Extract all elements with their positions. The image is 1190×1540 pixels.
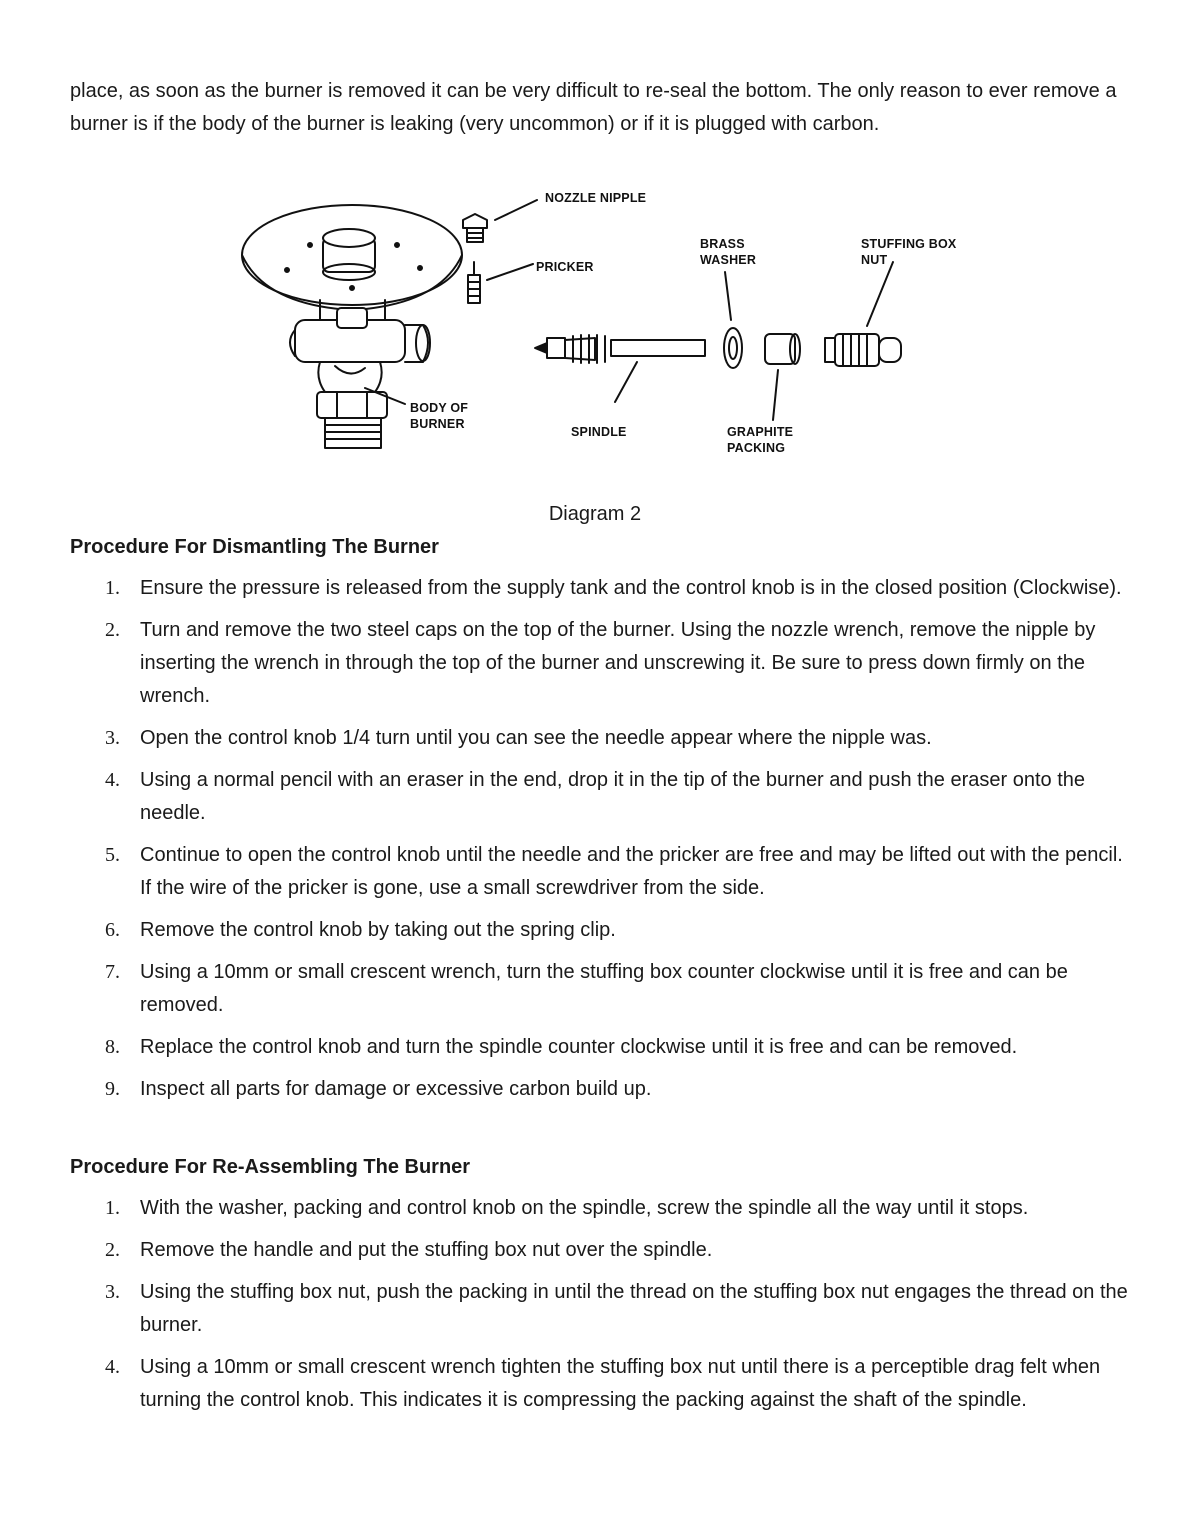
step-number: 3. <box>105 727 120 749</box>
list-item <box>0 839 1190 905</box>
list-item <box>0 1073 1190 1106</box>
list-item <box>0 1351 1190 1417</box>
reassembling-heading: Procedure For Re-Assembling The Burner <box>70 1156 471 1178</box>
diagram-caption: Diagram 2 <box>548 503 642 525</box>
step-text: Using the stuffing box nut, push the packing in until the thread on the stuffing box nut engages the thread on the burner. <box>140 1281 1128 1336</box>
label-spindle: SPINDLE <box>571 425 627 439</box>
list-item <box>0 1234 1190 1267</box>
step-number: 4. <box>105 769 120 791</box>
step-text: Continue to open the control knob until the needle and the pricker are free and may be lifted out with the pencil. If the wire of the pricker is gone, use a small screwdriver from the side. <box>140 844 1123 899</box>
list-item <box>0 1031 1190 1064</box>
step-number: 9. <box>105 1078 120 1100</box>
step-number: 7. <box>105 961 120 983</box>
list-item <box>0 722 1190 755</box>
label-body-of-burner-line1: BODY OF <box>410 401 469 415</box>
step-text: Remove the handle and put the stuffing box nut over the spindle. <box>140 1239 713 1261</box>
label-brass-washer-line1: BRASS <box>700 237 745 251</box>
label-pricker: PRICKER <box>536 260 594 274</box>
step-number: 8. <box>105 1036 120 1058</box>
step-text: Remove the control knob by taking out the spring clip. <box>140 919 616 941</box>
step-text: Open the control knob 1/4 turn until you can see the needle appear where the nipple was. <box>140 727 932 749</box>
step-number: 2. <box>105 619 120 641</box>
burner-exploded-diagram <box>225 180 965 465</box>
spindle-drawing <box>535 335 705 402</box>
brass-washer-drawing <box>724 272 742 368</box>
step-number: 3. <box>105 1281 120 1303</box>
label-stuffing-box-nut-line1: STUFFING BOX <box>861 237 957 251</box>
list-item <box>0 914 1190 947</box>
list-item <box>0 614 1190 713</box>
graphite-packing-drawing <box>765 334 800 420</box>
nozzle-nipple-drawing <box>463 200 537 242</box>
step-number: 6. <box>105 919 120 941</box>
label-nozzle-nipple: NOZZLE NIPPLE <box>545 191 647 205</box>
label-brass-washer-line2: WASHER <box>700 253 757 267</box>
list-item <box>0 956 1190 1022</box>
label-graphite-packing-line1: GRAPHITE <box>727 425 794 439</box>
step-text: Using a 10mm or small crescent wrench tighten the stuffing box nut until there is a perceptible drag felt when turning the control knob. This indicates it is compressing the packing against the shaft of the spindle. <box>140 1356 1101 1411</box>
list-item <box>0 572 1190 605</box>
step-text: With the washer, packing and control knob on the spindle, screw the spindle all the way until it stops. <box>140 1197 1029 1219</box>
pricker-drawing <box>468 262 533 303</box>
list-item <box>0 1276 1190 1342</box>
intro-paragraph: place, as soon as the burner is removed it can be very difficult to re-seal the bottom. The only reason to ever remove a burner is if the body of the burner is leaking (very uncommon) or if it is plugged with carbon. <box>70 80 1117 135</box>
step-text: Using a normal pencil with an eraser in the end, drop it in the tip of the burner and push the eraser onto the needle. <box>140 769 1086 824</box>
step-number: 4. <box>105 1356 120 1378</box>
label-graphite-packing-line2: PACKING <box>727 441 786 455</box>
step-text: Replace the control knob and turn the spindle counter clockwise until it is free and can be removed. <box>140 1036 1018 1058</box>
step-number: 5. <box>105 844 120 866</box>
step-text: Turn and remove the two steel caps on the top of the burner. Using the nozzle wrench, remove the nipple by inserting the wrench in through the top of the burner and unscrewing it. Be sure to press down firmly on the wrench. <box>140 619 1096 707</box>
step-text: Ensure the pressure is released from the supply tank and the control knob is in the closed position (Clockwise). <box>140 577 1122 599</box>
label-stuffing-box-nut-line2: NUT <box>861 253 888 267</box>
stuffing-box-nut-drawing <box>825 262 901 366</box>
label-body-of-burner-line2: BURNER <box>410 417 465 431</box>
diagram-svg <box>225 180 965 465</box>
dismantling-steps-list <box>0 572 1190 1115</box>
list-item <box>0 764 1190 830</box>
reassembling-steps-list <box>0 1192 1190 1426</box>
dismantling-heading: Procedure For Dismantling The Burner <box>70 536 439 558</box>
step-text: Inspect all parts for damage or excessive carbon build up. <box>140 1078 652 1100</box>
step-text: Using a 10mm or small crescent wrench, turn the stuffing box counter clockwise until it is free and can be removed. <box>140 961 1068 1016</box>
list-item <box>0 1192 1190 1225</box>
step-number: 1. <box>105 577 120 599</box>
step-number: 2. <box>105 1239 120 1261</box>
step-number: 1. <box>105 1197 120 1219</box>
